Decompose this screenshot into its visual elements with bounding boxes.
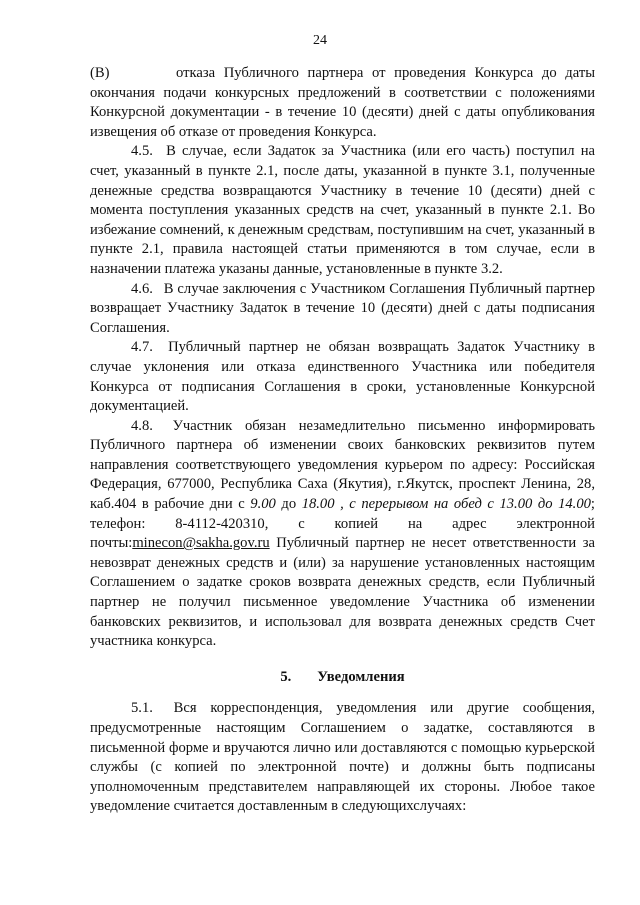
- section-number: 5.: [280, 668, 292, 685]
- working-hours-from: 9.00: [250, 496, 276, 513]
- item-b-text: отказа Публичного партнера от проведения Конкурса до даты окончания подачи конкурсных предложений в соответствии с положениями Конкурсной документации - в течение 10 (десяти) дней с даты опубликования извещения об отказе от проведения Конкурса.: [90, 65, 595, 140]
- clause-4-5: [90, 142, 595, 279]
- clause-4-6: [90, 280, 595, 339]
- clause-number: 4.8.: [131, 417, 153, 434]
- clause-text: В случае, если Задаток за Участника (или его часть) поступил на счет, указанный в пункте 2.1, после даты, указанной в пункте 3.1, полученные денежные средства возвращаются Участнику в течение 10 (десяти) дней с момента поступления указанных средств на счет, указанный в пункте 2.1. Во избежание сомнений, к денежным средствам, поступившим на счет, указанный в пункте 2.1, правила настоящей статьи применяются в том случае, если в назначении платежа указаны данные, установленные в пункте 3.2.: [90, 143, 595, 277]
- clause-text-part3: Публичный партнер не несет ответственности за невозврат денежных средств и (или) за нарушение установленных настоящим Соглашением о задатке сроков возврата денежных средств, если Публичный партнер не получил письменное уведомление Участника об изменении банковских реквизитов, и использовал для возврата денежных средств Счет участника конкурса.: [90, 535, 595, 650]
- item-b-paragraph: [90, 64, 595, 142]
- section-heading: [90, 668, 595, 688]
- email-link[interactable]: minecon@sakha.gov.ru: [132, 535, 270, 552]
- section-title: Уведомления: [317, 668, 405, 685]
- lunch-break-text: , с перерывом на обед с 13.00 до 14.00: [340, 496, 591, 513]
- clause-number: 4.7.: [131, 339, 153, 356]
- item-b-marker: (В): [90, 65, 110, 81]
- clause-text: Публичный партнер не обязан возвращать Задаток Участнику в случае уклонения или отказа единственного Участника или победителя Конкурса от подписания Соглашения в сроки, установленные Конкурсной документацией.: [90, 339, 595, 415]
- clause-number: 4.6.: [131, 280, 153, 297]
- working-hours-to: 18.00: [301, 496, 335, 513]
- clause-number: 4.5.: [131, 143, 153, 160]
- clause-text: Вся корреспонденция, уведомления или другие сообщения, предусмотренные настоящим Соглашением о задатке, составляются в письменной форме и вручаются лично или доставляются с помощью курьерской службы (с копией по электронной почте) и должны быть подписаны уполномоченным представителем направляющей их стороны. Любое такое уведомление считается доставленным в следующихслучаях:: [90, 700, 595, 815]
- clause-text: В случае заключения с Участником Соглашения Публичный партнер возвращает Участнику Задаток в течение 10 (десяти) дней с даты подписания Соглашения.: [90, 280, 595, 336]
- clause-number: 5.1.: [131, 700, 153, 717]
- clause-4-8: [90, 417, 595, 652]
- clause-text-part1: Участник обязан незамедлительно письменно информировать Публичного партнера об изменении своих банковских реквизитов путем направления соответствующего уведомления курьером по адресу: Российская Федерация, 677000, Республика Саха (Якутия), г.Якутск, проспект Ленина, 28, каб.404 в рабочие дни с: [90, 417, 595, 513]
- working-hours-to-word: до: [281, 496, 297, 513]
- clause-4-7: [90, 338, 595, 416]
- clause-5-1: [90, 699, 595, 817]
- page-number: 24: [313, 33, 327, 48]
- clause-text-part2: ; телефон: 8-4112-420310, с копией на адрес электронной почты:: [90, 496, 595, 552]
- document-body: [90, 64, 595, 817]
